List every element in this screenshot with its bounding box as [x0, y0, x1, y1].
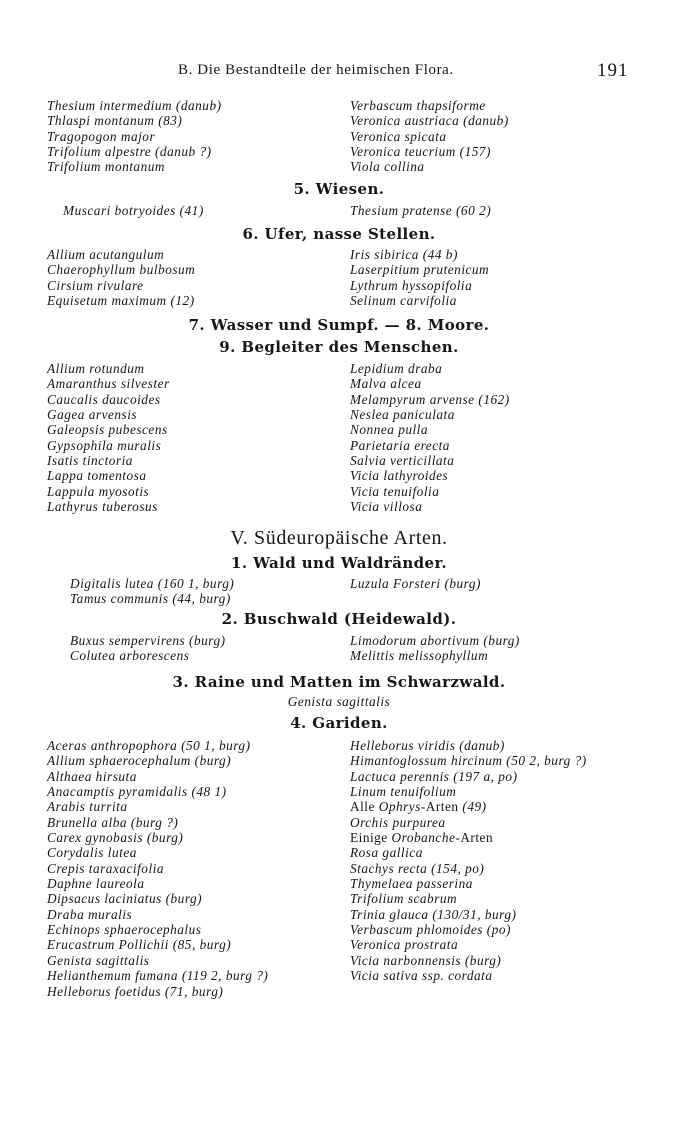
running-head: B. Die Bestandteile der heimischen Flora.: [178, 62, 454, 78]
species-entry: Digitalis lutea (160 1, burg): [70, 576, 235, 591]
species-entry: Daphne laureola: [47, 876, 145, 892]
page-header: [0, 58, 678, 88]
species-entry: Chaerophyllum bulbosum: [47, 262, 196, 278]
chapter-title: V. Südeuropäische Arten.: [230, 527, 448, 549]
right-column: [350, 576, 481, 591]
species-entry: Melittis melissophyllum: [350, 648, 489, 664]
species-entry: Lappula myosotis: [47, 483, 150, 499]
species-entry: Corydalis lutea: [47, 845, 137, 861]
species-entry: Vicia narbonnensis (burg): [350, 952, 502, 968]
page-number: 191: [597, 60, 629, 81]
species-entry: Trifolium montanum: [47, 159, 165, 175]
section-heading-gariden: 4. Gariden.: [290, 714, 388, 732]
species-entry: Selinum carvifolia: [350, 293, 457, 309]
right-column: [350, 98, 509, 175]
species-entry: Crepis taraxacifolia: [47, 860, 164, 876]
left-column: [63, 203, 204, 218]
species-entry: Equisetum maximum (12): [47, 293, 195, 309]
species-entry: Lappa tomentosa: [47, 468, 147, 484]
species-entry: Rosa gallica: [350, 845, 423, 861]
species-entry: Stachys recta (154, po): [350, 860, 485, 876]
species-entry: Salvia verticillata: [350, 453, 455, 469]
species-entry: Carex gynobasis (burg): [47, 830, 184, 846]
right-column: [350, 738, 587, 984]
section-heading-begleiter: 9. Begleiter des Menschen.: [219, 338, 459, 356]
species-entry: Alle Ophrys-Arten (49): [350, 799, 487, 815]
species-entry: Arabis turrita: [47, 799, 128, 815]
species-entry: Einige Orobanche-Arten: [350, 830, 494, 846]
section-heading-wiesen: 5. Wiesen.: [293, 180, 385, 198]
species-entry: Anacamptis pyramidalis (48 1): [47, 784, 227, 800]
species-entry: Thesium pratense (60 2): [350, 203, 492, 218]
species-entry: Gagea arvensis: [47, 407, 138, 423]
raine-entry: Genista sagittalis: [287, 694, 391, 709]
species-entry: Tamus communis (44, burg): [70, 591, 231, 607]
left-column: [47, 247, 195, 308]
section-heading-raine: 3. Raine und Matten im Schwarzwald.: [172, 673, 506, 691]
species-entry: Trifolium alpestre (danub ?): [47, 144, 212, 160]
species-entry: Melampyrum arvense (162): [350, 391, 510, 407]
species-entry: Iris sibirica (44 b): [350, 247, 458, 262]
species-entry: Aceras anthropophora (50 1, burg): [47, 738, 251, 753]
left-column: [47, 98, 222, 175]
section-heading-buschwald: 2. Buschwald (Heidewald).: [221, 610, 457, 628]
species-entry: Althaea hirsuta: [47, 768, 137, 784]
species-entry: Caucalis daucoides: [47, 391, 161, 407]
species-entry: Thymelaea passerina: [350, 876, 473, 892]
right-column: [350, 203, 491, 218]
right-column: [350, 633, 520, 664]
species-entry: Helleborus viridis (danub): [350, 738, 505, 753]
species-entry: Brunella alba (burg ?): [47, 814, 179, 830]
right-column: [350, 247, 489, 308]
species-entry: Verbascum thapsiforme: [350, 98, 486, 113]
species-entry: Nonnea pulla: [350, 422, 429, 438]
species-entry: Erucastrum Pollichii (85, burg): [47, 937, 232, 953]
species-entry: Laserpitium prutenicum: [350, 262, 490, 278]
species-entry: Helianthemum fumana (119 2, burg ?): [47, 968, 269, 984]
species-entry: Colutea arborescens: [70, 648, 190, 664]
species-entry: Veronica spicata: [350, 128, 447, 144]
species-entry: Viola collina: [350, 159, 425, 175]
species-entry: Galeopsis pubescens: [47, 422, 168, 438]
section-heading-wasser-moore: 7. Wasser und Sumpf. — 8. Moore.: [188, 316, 490, 334]
species-entry: Limodorum abortivum (burg): [350, 633, 520, 648]
species-entry: Muscari botryoides (41): [63, 203, 204, 218]
species-entry: Lythrum hyssopifolia: [350, 277, 473, 293]
species-entry: Veronica austriaca (danub): [350, 113, 509, 129]
species-entry: Veronica prostrata: [350, 937, 459, 953]
species-entry: Luzula Forsteri (burg): [350, 576, 481, 591]
species-entry: Parietaria erecta: [350, 437, 450, 453]
species-entry: Vicia lathyroides: [350, 468, 449, 484]
species-entry: Amaranthus silvester: [47, 376, 170, 392]
species-entry: Gypsophila muralis: [47, 437, 162, 453]
species-entry: Malva alcea: [350, 376, 422, 392]
species-entry: Vicia tenuifolia: [350, 483, 440, 499]
species-entry: Draba muralis: [47, 906, 133, 922]
species-entry: Linum tenuifolium: [350, 784, 457, 800]
left-column: [70, 633, 226, 664]
section-heading-ufer: 6. Ufer, nasse Stellen.: [242, 225, 436, 243]
section-heading-wald: 1. Wald und Waldränder.: [230, 554, 448, 572]
species-entry: Lactuca perennis (197 a, po): [350, 768, 518, 784]
species-entry: Thlaspi montanum (83): [47, 113, 183, 129]
species-entry: Helleborus foetidus (71, burg): [47, 983, 224, 999]
right-column: [350, 361, 510, 514]
species-entry: Vicia villosa: [350, 499, 423, 515]
species-entry: Orchis purpurea: [350, 814, 446, 830]
left-column: [70, 576, 234, 607]
left-column: [47, 738, 268, 999]
left-column: [47, 361, 170, 514]
species-entry: Buxus sempervirens (burg): [70, 633, 226, 648]
species-entry: Allium rotundum: [47, 361, 145, 376]
species-entry: Echinops sphaerocephalus: [47, 922, 202, 938]
species-entry: Lepidium draba: [350, 361, 443, 376]
species-entry: Tragopogon major: [47, 128, 156, 144]
species-entry: Isatis tinctoria: [47, 453, 133, 469]
species-entry: Thesium intermedium (danub): [47, 98, 222, 113]
species-entry: Trifolium scabrum: [350, 891, 458, 907]
species-entry: Verbascum phlomoides (po): [350, 922, 511, 938]
species-entry: Himantoglossum hircinum (50 2, burg ?): [350, 753, 587, 769]
species-entry: Genista sagittalis: [47, 952, 150, 968]
species-entry: Trinia glauca (130/31, burg): [350, 906, 517, 922]
species-entry: Allium acutangulum: [47, 247, 165, 262]
species-entry: Cirsium rivulare: [47, 277, 144, 293]
species-entry: Lathyrus tuberosus: [47, 499, 158, 515]
species-entry: Veronica teucrium (157): [350, 144, 491, 160]
species-entry: Vicia sativa ssp. cordata: [350, 968, 493, 984]
species-entry: Allium sphaerocephalum (burg): [47, 753, 232, 769]
species-entry: Dipsacus laciniatus (burg): [47, 891, 203, 907]
species-entry: Neslea paniculata: [350, 407, 455, 423]
